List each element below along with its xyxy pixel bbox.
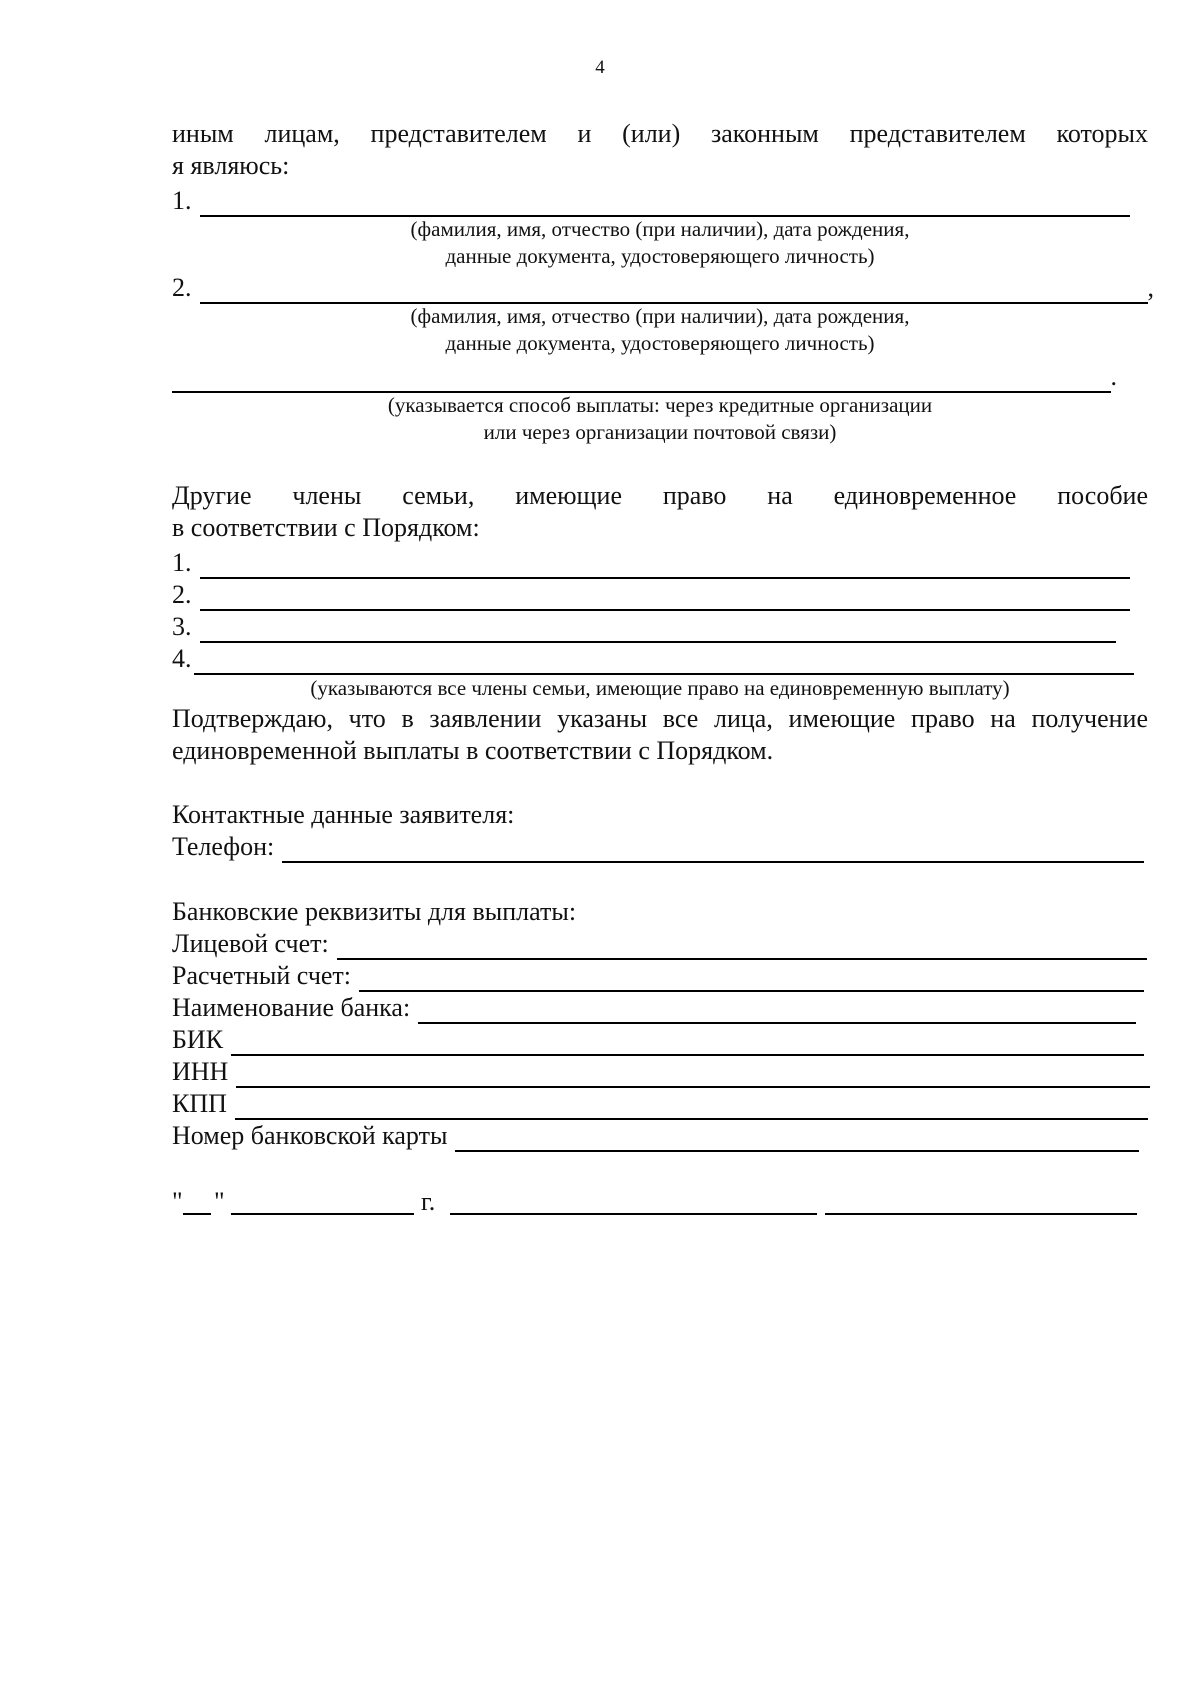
family-item-2-number: 2. (172, 580, 192, 609)
family-heading-2: в соответствии с Порядком: (172, 513, 480, 542)
person-1-row (172, 185, 1130, 217)
phone-row (172, 831, 1144, 863)
personal-account-label: Лицевой счет: (172, 929, 329, 958)
person-1-number: 1. (172, 186, 192, 215)
family-item-3 (172, 611, 1116, 643)
personal-account-input[interactable] (337, 934, 1147, 960)
phone-label: Телефон: (172, 832, 275, 861)
payment-method-trail: . (1110, 362, 1117, 391)
family-item-4-number: 4. (172, 644, 192, 673)
person-2-trail: , (1147, 273, 1154, 302)
card-number-input[interactable] (455, 1126, 1139, 1152)
date-year-suffix: г. (421, 1187, 436, 1216)
date-month-field[interactable] (231, 1213, 414, 1215)
bank-field-card-number (172, 1120, 1139, 1152)
bik-label: БИК (172, 1025, 224, 1054)
date-day-field[interactable] (183, 1213, 211, 1215)
person-2-number: 2. (172, 273, 192, 302)
bank-field-kpp (172, 1088, 1148, 1120)
family-item-4-field[interactable] (194, 649, 1135, 675)
bank-field-personal-account (172, 928, 1147, 960)
person-2-row (172, 272, 1154, 304)
person-2-caption-1: (фамилия, имя, отчество (при наличии), дата рождения, (410, 304, 910, 328)
payment-method-field[interactable] (172, 367, 1111, 393)
family-item-4 (172, 643, 1134, 675)
person-2-caption-2: данные документа, удостоверяющего личность) (445, 331, 875, 355)
bank-field-bank-name (172, 992, 1136, 1024)
contacts-heading: Контактные данные заявителя: (172, 800, 515, 829)
bik-input[interactable] (231, 1030, 1144, 1056)
confirm-line-2: единовременной выплаты в соответствии с Порядком. (172, 736, 774, 765)
person-1-field[interactable] (200, 191, 1131, 217)
confirm-line-1: Подтверждаю, что в заявлении указаны все лица, имеющие право на получение (172, 704, 1148, 733)
payment-caption-1: (указывается способ выплаты: через кредитные организации (387, 393, 933, 417)
intro-line-1: иным лицам, представителем и (или) законным представителем которых (172, 119, 1148, 148)
person-2-field[interactable] (200, 278, 1148, 304)
inn-label: ИНН (172, 1057, 229, 1086)
date-quote-open: " (172, 1187, 183, 1216)
payment-caption-2: или через организации почтовой связи) (483, 420, 837, 444)
family-caption: (указываются все члены семьи, имеющие право на единовременную выплату) (310, 676, 1010, 700)
card-number-label: Номер банковской карты (172, 1121, 448, 1150)
family-heading-1: Другие члены семьи, имеющие право на единовременное пособие (172, 481, 1148, 510)
inn-input[interactable] (236, 1062, 1150, 1088)
settlement-account-label: Расчетный счет: (172, 961, 352, 990)
page-number: 4 (595, 57, 605, 78)
intro-line-2: я являюсь: (172, 151, 290, 180)
family-item-1-number: 1. (172, 548, 192, 577)
family-item-3-number: 3. (172, 612, 192, 641)
signature-field[interactable] (450, 1213, 817, 1215)
bank-field-inn (172, 1056, 1150, 1088)
family-item-2-field[interactable] (200, 585, 1131, 611)
bank-field-bik (172, 1024, 1144, 1056)
settlement-account-input[interactable] (359, 966, 1144, 992)
payment-method-row (172, 361, 1117, 393)
family-item-1-field[interactable] (200, 553, 1131, 579)
family-item-2 (172, 579, 1130, 611)
kpp-label: КПП (172, 1089, 227, 1118)
phone-field[interactable] (282, 837, 1144, 863)
kpp-input[interactable] (235, 1094, 1148, 1120)
date-quote-close: " (214, 1187, 225, 1216)
family-item-1 (172, 547, 1130, 579)
bank-field-settlement-account (172, 960, 1144, 992)
bank-heading: Банковские реквизиты для выплаты: (172, 897, 577, 926)
bank-name-input[interactable] (418, 998, 1136, 1024)
signature-name-field[interactable] (825, 1213, 1137, 1215)
person-1-caption-1: (фамилия, имя, отчество (при наличии), дата рождения, (410, 217, 910, 241)
bank-name-label: Наименование банка: (172, 993, 411, 1022)
family-item-3-field[interactable] (200, 617, 1117, 643)
person-1-caption-2: данные документа, удостоверяющего личность) (445, 244, 875, 268)
